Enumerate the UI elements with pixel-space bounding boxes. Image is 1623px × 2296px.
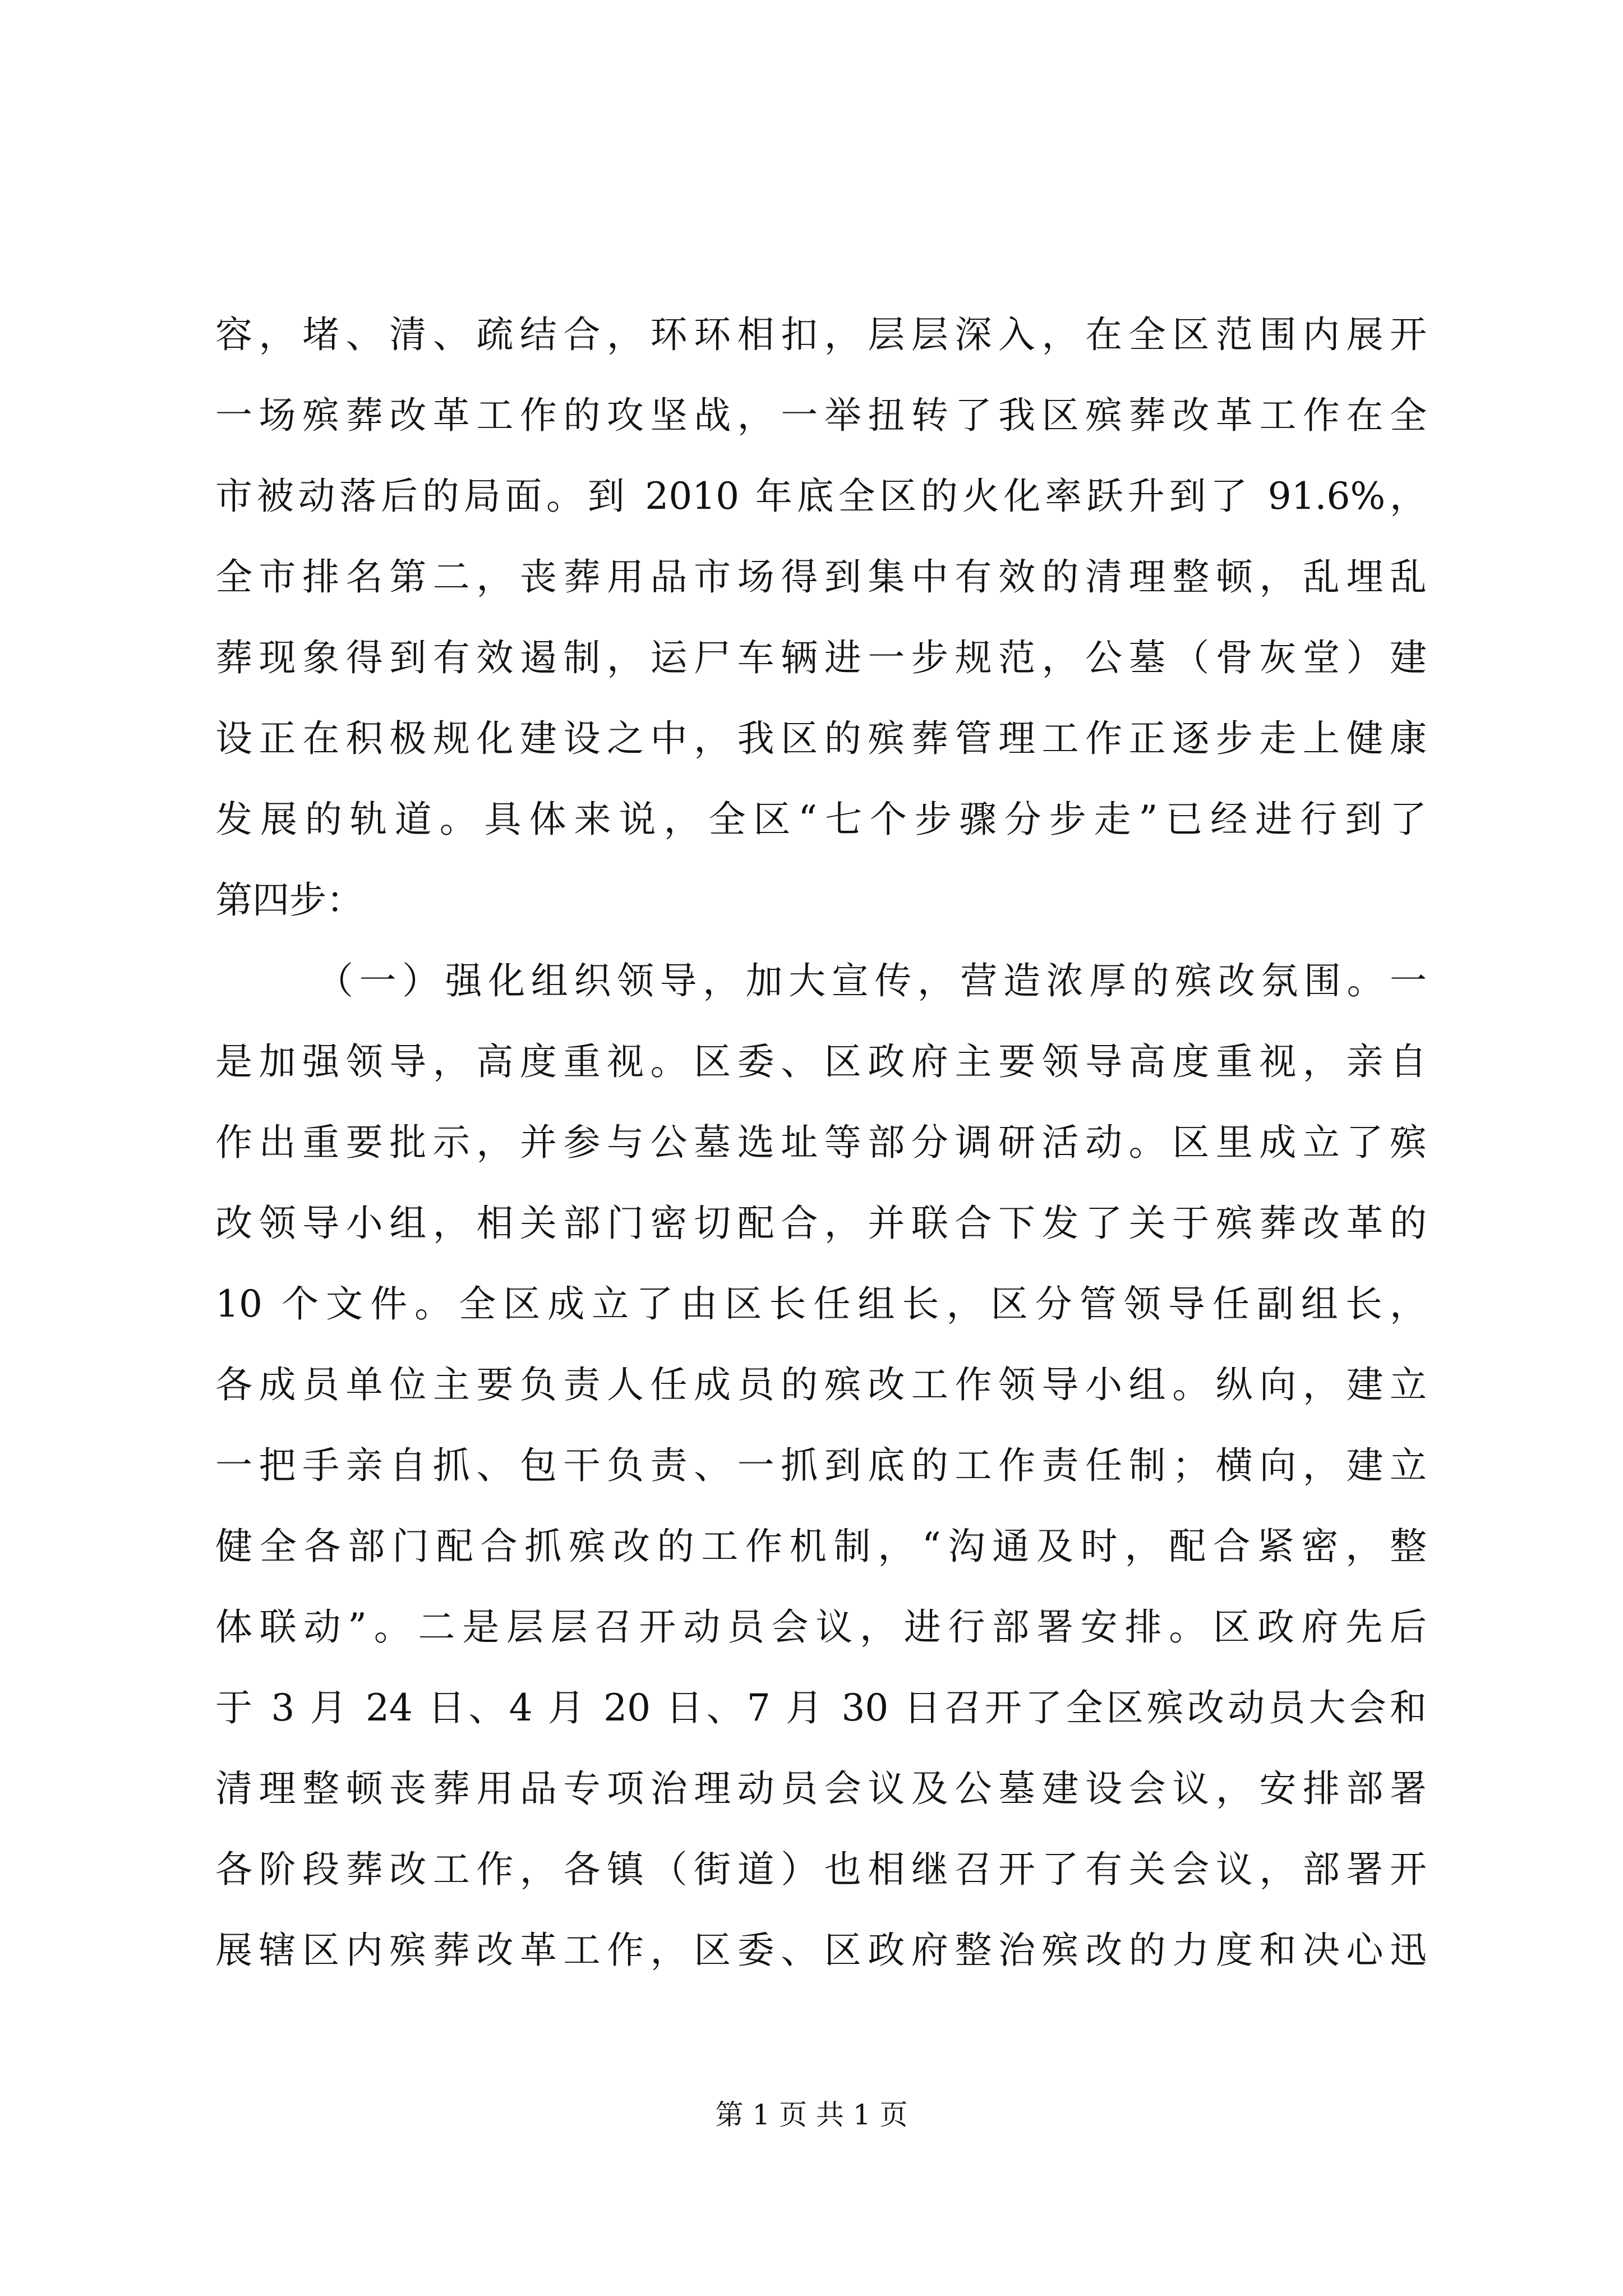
text-line: 展辖区内殡葬改革工作，区委、区政府整治殡改的力度和决心迅	[215, 1929, 1427, 1972]
page-number-label: 第 1 页 共 1 页	[715, 2099, 908, 2131]
text-line: 发展的轨道。具体来说，全区“七个步骤分步走”已经进行到了	[215, 798, 1427, 841]
text-line: 于 3 月 24 日、4 月 20 日、7 月 30 日召开了全区殡改动员大会和	[215, 1686, 1427, 1729]
text-line: 全市排名第二，丧葬用品市场得到集中有效的清理整顿，乱埋乱	[215, 555, 1427, 599]
text-line: 作出重要批示，并参与公墓选址等部分调研活动。区里成立了殡	[215, 1121, 1427, 1164]
text-line: 改领导小组，相关部门密切配合，并联合下发了关于殡葬改革的	[215, 1202, 1427, 1245]
text-line: 健全各部门配合抓殡改的工作机制，“沟通及时，配合紧密，整	[215, 1525, 1427, 1568]
text-line: 市被动落后的局面。到 2010 年底全区的火化率跃升到了 91.6%，	[215, 475, 1427, 518]
section-heading-line: （一）强化组织领导，加大宣传，营造浓厚的殡改氛围。一	[316, 959, 1427, 1002]
text-line: 是加强领导，高度重视。区委、区政府主要领导高度重视，亲自	[215, 1040, 1427, 1083]
text-line: 第四步：	[215, 878, 363, 922]
page-footer	[0, 2092, 1623, 2137]
text-line: 一场殡葬改革工作的攻坚战，一举扭转了我区殡葬改革工作在全	[215, 394, 1427, 437]
body-text	[215, 295, 1427, 1991]
text-line: 体联动”。二是层层召开动员会议，进行部署安排。区政府先后	[215, 1605, 1427, 1649]
text-line: 清理整顿丧葬用品专项治理动员会议及公墓建设会议，安排部署	[215, 1767, 1427, 1810]
text-line: 各阶段葬改工作，各镇（街道）也相继召开了有关会议，部署开	[215, 1848, 1427, 1891]
text-line: 10 个文件。全区成立了由区长任组长，区分管领导任副组长，	[215, 1282, 1427, 1326]
text-line: 葬现象得到有效遏制，运尸车辆进一步规范，公墓（骨灰堂）建	[215, 636, 1427, 679]
text-line: 容，堵、清、疏结合，环环相扣，层层深入，在全区范围内展开	[215, 313, 1427, 356]
text-line: 一把手亲自抓、包干负责、一抓到底的工作责任制；横向，建立	[215, 1444, 1427, 1487]
text-line: 各成员单位主要负责人任成员的殡改工作领导小组。纵向，建立	[215, 1363, 1427, 1406]
text-line: 设正在积极规化建设之中，我区的殡葬管理工作正逐步走上健康	[215, 717, 1427, 760]
